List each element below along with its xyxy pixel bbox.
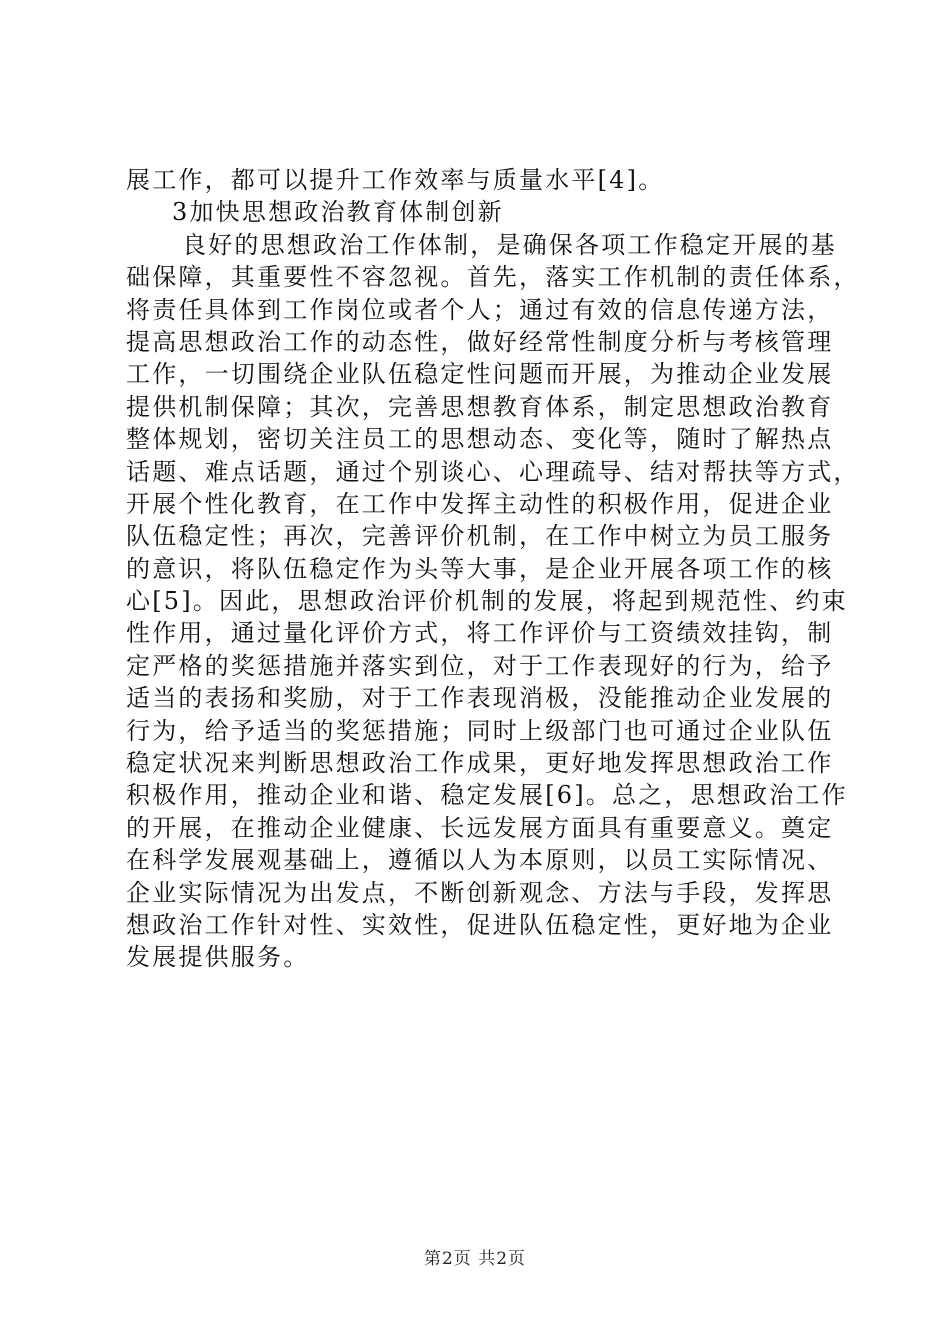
text-line: 整体规划，密切关注员工的思想动态、变化等，随时了解热点: [126, 425, 834, 454]
text-line: 展工作，都可以提升工作效率与质量水平[4]。: [126, 166, 665, 194]
text-line: 提供机制保障；其次，完善思想教育体系，制定思想政治教育: [126, 392, 834, 421]
text-line: 稳定状况来判断思想政治工作成果，更好地发挥思想政治工作: [126, 749, 834, 778]
text-line: 将责任具体到工作岗位或者个人；通过有效的信息传递方法，: [126, 295, 834, 324]
text-line: 开展个性化教育，在工作中发挥主动性的积极作用，促进企业: [126, 489, 834, 518]
text-line: 想政治工作针对性、实效性，促进队伍稳定性，更好地为企业: [126, 910, 834, 939]
text-line: 的意识，将队伍稳定作为头等大事，是企业开展各项工作的核: [126, 554, 834, 583]
page-number-footer: 第2页 共2页: [423, 1249, 527, 1269]
text-line: 行为，给予适当的奖惩措施；同时上级部门也可通过企业队伍: [126, 716, 834, 745]
text-line: 础保障，其重要性不容忽视。首先，落实工作机制的责任体系，: [126, 263, 860, 292]
text-line: 积极作用，推动企业和谐、稳定发展[6]。总之，思想政治工作: [126, 781, 848, 810]
text-line: 工作，一切围绕企业队伍稳定性问题而开展，为推动企业发展: [126, 360, 834, 389]
text-line: 企业实际情况为出发点，不断创新观念、方法与手段，发挥思: [126, 878, 834, 907]
text-line: 发展提供服务。: [126, 943, 310, 972]
document-body: [126, 164, 860, 974]
text-line: 性作用，通过量化评价方式，将工作评价与工资绩效挂钩，制: [126, 619, 834, 648]
text-line: 心[5]。因此，思想政治评价机制的发展，将起到规范性、约束: [126, 587, 848, 616]
text-line: 的开展，在推动企业健康、长远发展方面具有重要意义。奠定: [126, 813, 834, 842]
section-heading: 3加快思想政治教育体制创新: [172, 198, 504, 227]
text-line: 在科学发展观基础上，遵循以人为本原则，以员工实际情况、: [126, 846, 834, 875]
text-line: 良好的思想政治工作体制，是确保各项工作稳定开展的基: [182, 230, 837, 259]
text-line: 定严格的奖惩措施并落实到位，对于工作表现好的行为，给予: [126, 651, 834, 680]
text-line: 提高思想政治工作的动态性，做好经常性制度分析与考核管理: [126, 327, 834, 356]
text-line: 适当的表扬和奖励，对于工作表现消极，没能推动企业发展的: [126, 684, 834, 713]
text-line: 话题、难点话题，通过个别谈心、心理疏导、结对帮扶等方式，: [126, 457, 860, 486]
text-line: 队伍稳定性；再次，完善评价机制，在工作中树立为员工服务: [126, 522, 834, 551]
